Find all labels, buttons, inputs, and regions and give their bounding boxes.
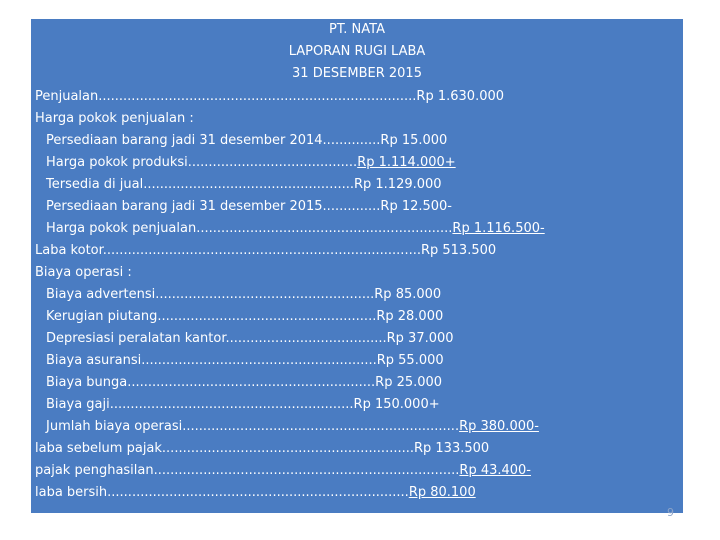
cogs-amount: Rp 1.116.500- <box>452 221 545 236</box>
receivable-loss-line: Kerugian piutang.....................................................Rp 28.000 <box>46 309 444 324</box>
report-date: 31 DESEMBER 2015 <box>292 66 422 81</box>
income-tax-label: pajak penghasilan.......................................................................... <box>35 463 460 478</box>
net-profit-label: laba bersih......................................................................... <box>35 485 409 500</box>
salary-line: Biaya gaji...........................................................Rp 150.000+ <box>46 397 440 412</box>
report-title: LAPORAN RUGI LABA <box>288 44 426 59</box>
cost-of-production-label: Harga pokok produksi......................................... <box>46 155 358 170</box>
insurance-line: Biaya asuransi.........................................................Rp 55.000 <box>46 353 444 368</box>
cost-of-production-amount: Rp 1.114.000+ <box>357 155 456 170</box>
net-profit-amount: Rp 80.100 <box>408 485 476 500</box>
opex-heading: Biaya operasi : <box>35 265 132 280</box>
income-tax-line <box>35 460 531 482</box>
gross-profit-line: Laba kotor.............................................................................Rp 513.500 <box>35 243 497 258</box>
cost-of-production-line <box>46 152 456 174</box>
net-profit-line <box>35 482 476 504</box>
total-opex-label: Jumlah biaya operasi................................................................... <box>46 419 460 434</box>
income-tax-amount: Rp 43.400- <box>459 463 532 478</box>
cogs-label: Harga pokok penjualan.............................................................. <box>46 221 453 236</box>
interest-line: Biaya bunga............................................................Rp 25.000 <box>46 375 443 390</box>
cogs-line <box>46 218 545 240</box>
sales-line: Penjualan.............................................................................Rp 1.630.000 <box>35 89 505 104</box>
cogs-heading: Harga pokok penjualan : <box>35 111 194 126</box>
pretax-profit-line: laba sebelum pajak.............................................................Rp 133.500 <box>35 441 490 456</box>
total-opex-amount: Rp 380.000- <box>459 419 539 434</box>
depreciation-line: Depresiasi peralatan kantor.......................................Rp 37.000 <box>46 331 454 346</box>
total-opex-line <box>46 416 539 438</box>
company-name: PT. NATA <box>329 22 385 37</box>
page-number: 9 <box>667 506 674 519</box>
inventory-2014-line: Persediaan barang jadi 31 desember 2014..............Rp 15.000 <box>46 133 448 148</box>
inventory-2015-line: Persediaan barang jadi 31 desember 2015..............Rp 12.500- <box>46 199 453 214</box>
available-for-sale-line: Tersedia di jual...................................................Rp 1.129.000 <box>46 177 442 192</box>
advertising-line: Biaya advertensi.....................................................Rp 85.000 <box>46 287 442 302</box>
